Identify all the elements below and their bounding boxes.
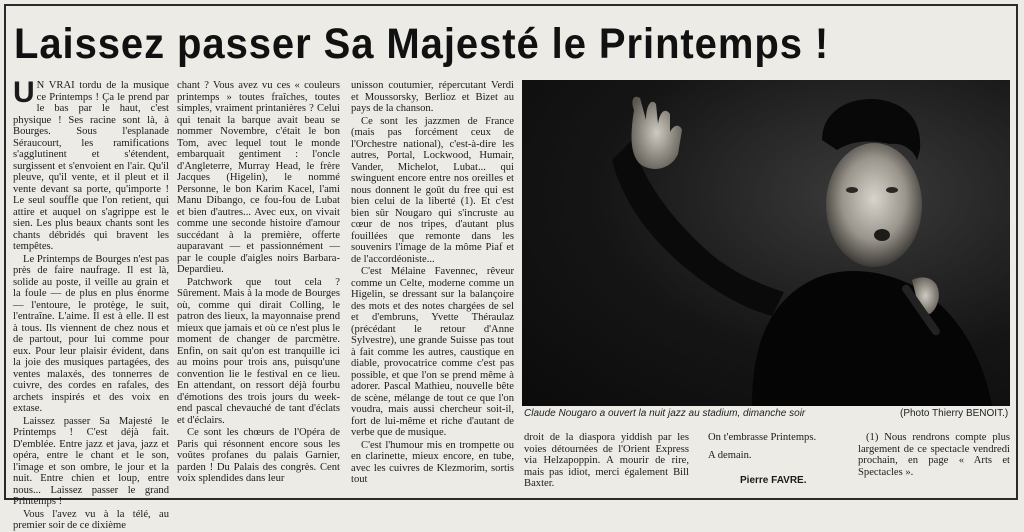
paragraph: Le Printemps de Bourges n'est pas près de faire naufrage. Il est là, solide au poste, il veille au grain et la foule — de plus en plus énorme — l'entoure, le protège, le suit, l'entraîne. L'aime. Il est à elle. Il est à tous. Ils viennent de chez nous et de partout, pour lui comme pour eux. Pour leur plaisir évident, dans la joie des musiques partagées, des ventes malaxés, des tonnerres de cuivre, des cordes en rafales, des archets inspirés et des voix en extase. <box>13 253 169 414</box>
photo-caption: Claude Nougaro a ouvert la nuit jazz au stadium, dimanche soir <box>524 408 806 419</box>
paragraph: Vous l'avez vu à la télé, au premier soir de ce dixième <box>13 508 169 531</box>
paragraph: A demain. <box>708 449 752 461</box>
paragraph: Patchwork que tout cela ? Sûrement. Mais à la mode de Bourges où, comme qui dirait Colling, le patron des lieux, la mayonnaise prend mieux que jamais et où ce n'est plus le moment de changer de parcmètre. Enfin, on sait qu'on est tranquille ici au moins pour trois ans, puisqu'une convention lie le festival en ce lieu. En attendant, on ressort déjà fourbu d'émotions des trois jours du week-end pascal chevauché de tant d'éclats et d'éclairs. <box>177 276 340 426</box>
paragraph <box>13 76 169 253</box>
bottom-column-4 <box>524 432 689 498</box>
concert-photo <box>522 80 1010 406</box>
headline: Laissez passer Sa Majesté le Printemps ! <box>14 20 830 68</box>
paragraph: Ce sont les chœurs de l'Opéra de Paris qui résonnent encore sous les voûtes profanes du palais Garnier, parden ! Du Palais des congrès. Cent voix splendides dans leur <box>177 427 340 484</box>
article-column-3 <box>351 80 514 498</box>
paragraph: C'est Mélaine Favennec, rêveur comme un Celte, moderne comme un Higelin, se dressant sur la balançoire des mots et des notes chargées de sel et d'embruns, Yvette Théraulaz (précédant le retour d'Anne Sylvestre), une grande Suisse pas tout à fait comme les autres, caustique en diable, provocatrice comme c'est pas possible, et que l'on se prend même à adorer. Pascal Mathieu, nouvelle bête de scène, mélange de tout ce que l'on voudra, mais aussi chercheur soit-il, fort de lui-même et riche d'autant de verbe que de musique. <box>351 266 514 438</box>
article-column-1 <box>13 76 169 531</box>
paragraph: droit de la diaspora yiddish par les voies détournées de l'Orient Express via Helzapoppin. A mourir de rire, mais pas idiot, merci également Bill Baxter. <box>524 432 689 489</box>
footnote: (1) Nous rendrons compte plus largement de ce spectacle vendredi prochain, en page « Arts et Spectacles ». <box>858 432 1010 478</box>
article-column-2 <box>177 80 340 498</box>
drop-cap: U <box>13 76 35 109</box>
photo-credit: (Photo Thierry BENOIT.) <box>900 408 1009 419</box>
singer-silhouette <box>522 80 1010 406</box>
paragraph: Ce sont les jazzmen de France (mais pas forcément ceux de l'Orchestre national), c'est-à-dire les autres, Portal, Lockwood, Humair, Vander, Michelot, Lubat... qui swinguent encore entre nos oreilles et nous donnent le goût du free qui est bien celui de la liberté (1). Et c'est bien sûr Nougaro qui s'incruste au cœur de nos tripes, d'autant plus fouillées que remonte dans les souvenirs l'image de la môme Piaf et de l'accordéoniste... <box>351 115 514 265</box>
paragraph: C'est l'humour mis en trompette ou en clarinette, mieux encore, en tube, avec les cuivres de Klezmorim, sortis tout <box>351 439 514 485</box>
author-signature: Pierre FAVRE. <box>740 475 807 486</box>
paragraph: Laissez passer Sa Majesté le Printemps ! C'est déjà fait. D'emblée. Entre jazz et java, jazz et opéra, entre le chant et le son, l'image et son ombre, le jour et la nuit. Entre chien et loup, entre nous... Laissez passer le grand Printemps ! <box>13 415 169 507</box>
paragraph: On t'embrasse Printemps. <box>708 432 817 443</box>
bottom-column-6 <box>858 432 1010 498</box>
bottom-column-5 <box>700 432 840 498</box>
paragraph: chant ? Vous avez vu ces « couleurs printemps » toutes fraîches, toutes simples, vraiment printanières ? Celui qui tenait la barque avait beau se nommer Novembre, c'était le bon Tom, avec lequel tout le monde embarquait gentiment : l'oncle d'Angleterre, Murray Head, le frère Jacques (Higelin), le nommé Personne, le bon Karim Kacel, l'ami Manu Dibango, ce fou-fou de Lubat et bien d'autres... Avec eux, on vivait comme une seconde histoire d'amour succédant à la première, offerte auparavant — et passionnément — par le couple d'aigles noirs Barbara-Depardieu. <box>177 80 340 275</box>
paragraph: unisson coutumier, répercutant Verdi et Moussorsky, Berlioz et Bizet au pays de la chanson. <box>351 80 514 114</box>
paragraph-text: N VRAI tordu de la musique ce Printemps ! Ça le prend par le bas par le haut, c'est physique ! Ses racine sont là, à Bourges. Sous l'esplanade Séraucourt, les ramifications s'agglutinent et s'étendent, surgissent et s'envoient en l'air. Qu'il pleuve, qu'il vente, et il pleut et il vente devant sa porte, qu'importe ! Le seul souffle que l'on retient, qui attire et auquel on s'agrippe est le sien. Les plus beaux chants sont les chants débridés qui bravent les tempêtes. <box>13 80 169 252</box>
